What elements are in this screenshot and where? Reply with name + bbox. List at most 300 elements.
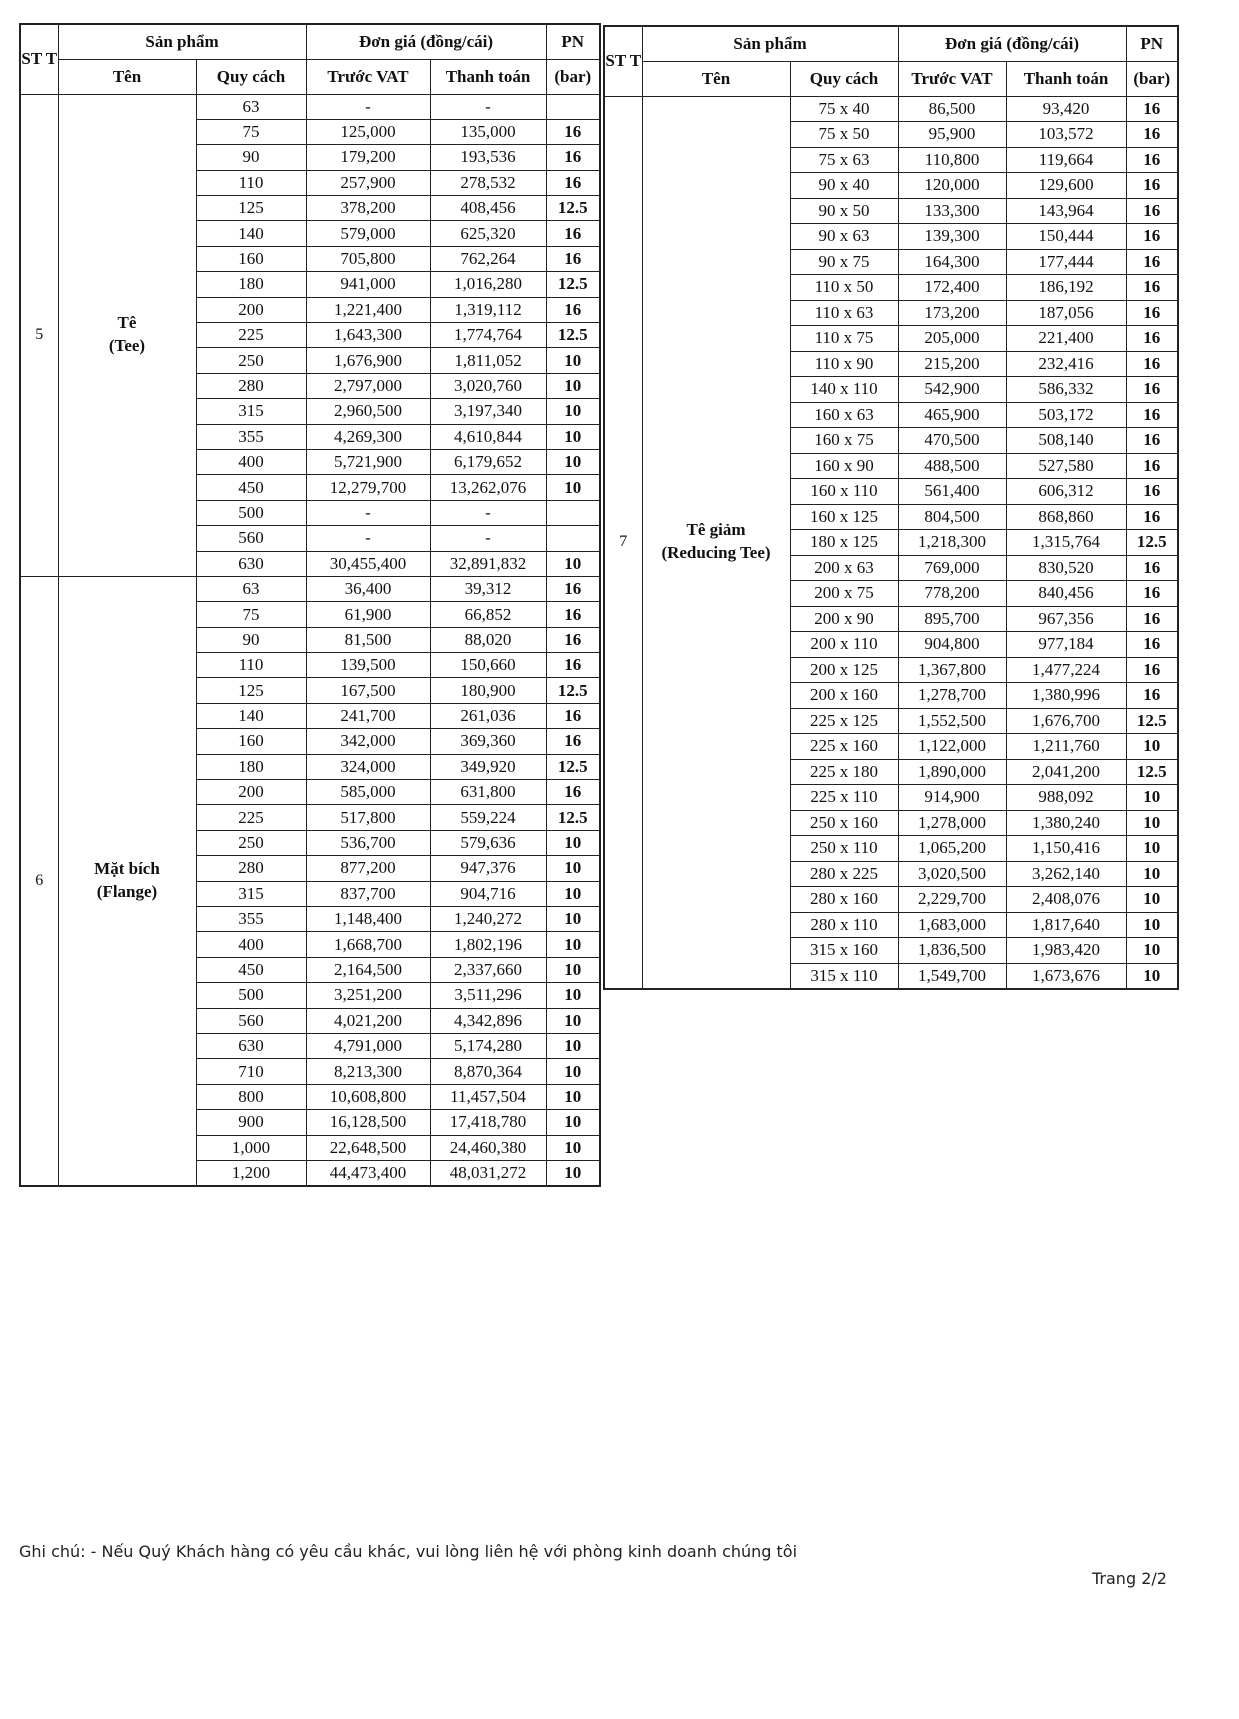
- price-before-vat-cell: 1,122,000: [898, 734, 1006, 760]
- header-stt: ST T: [20, 24, 58, 94]
- spec-cell: 160 x 63: [790, 402, 898, 428]
- spec-cell: 200 x 110: [790, 632, 898, 658]
- price-payment-cell: 278,532: [430, 170, 546, 195]
- price-payment-cell: 17,418,780: [430, 1110, 546, 1135]
- price-payment-cell: -: [430, 94, 546, 119]
- pn-cell: 10: [1126, 963, 1178, 989]
- price-before-vat-cell: 133,300: [898, 198, 1006, 224]
- price-payment-cell: 625,320: [430, 221, 546, 246]
- spec-cell: 280: [196, 856, 306, 881]
- spec-cell: 63: [196, 94, 306, 119]
- spec-cell: 800: [196, 1084, 306, 1109]
- price-payment-cell: 13,262,076: [430, 475, 546, 500]
- price-before-vat-cell: -: [306, 526, 430, 551]
- header-pn-unit: (bar): [1126, 61, 1178, 96]
- spec-cell: 140: [196, 703, 306, 728]
- header-payment: Thanh toán: [1006, 61, 1126, 96]
- spec-cell: 900: [196, 1110, 306, 1135]
- price-payment-cell: 1,315,764: [1006, 530, 1126, 556]
- spec-cell: 200 x 75: [790, 581, 898, 607]
- spec-cell: 280 x 110: [790, 912, 898, 938]
- pn-cell: 16: [546, 297, 600, 322]
- pn-cell: 10: [546, 907, 600, 932]
- spec-cell: 225: [196, 805, 306, 830]
- spec-cell: 630: [196, 551, 306, 576]
- price-table-left: [19, 23, 601, 1187]
- pn-cell: 16: [546, 576, 600, 601]
- price-payment-cell: 193,536: [430, 145, 546, 170]
- price-payment-cell: 904,716: [430, 881, 546, 906]
- pn-cell: 12.5: [546, 678, 600, 703]
- spec-cell: 200 x 63: [790, 555, 898, 581]
- price-payment-cell: 830,520: [1006, 555, 1126, 581]
- price-before-vat-cell: 914,900: [898, 785, 1006, 811]
- table-row: [604, 96, 1178, 122]
- price-before-vat-cell: 4,791,000: [306, 1033, 430, 1058]
- pn-cell: 16: [546, 602, 600, 627]
- pn-cell: 10: [546, 983, 600, 1008]
- spec-cell: 90: [196, 627, 306, 652]
- price-before-vat-cell: 1,549,700: [898, 963, 1006, 989]
- price-payment-cell: 3,197,340: [430, 399, 546, 424]
- pn-cell: 16: [1126, 555, 1178, 581]
- price-payment-cell: 1,016,280: [430, 272, 546, 297]
- header-name: Tên: [642, 61, 790, 96]
- price-before-vat-cell: 517,800: [306, 805, 430, 830]
- spec-cell: 75 x 40: [790, 96, 898, 122]
- price-before-vat-cell: 205,000: [898, 326, 1006, 352]
- price-payment-cell: 579,636: [430, 830, 546, 855]
- price-before-vat-cell: 579,000: [306, 221, 430, 246]
- spec-cell: 200: [196, 297, 306, 322]
- price-before-vat-cell: 61,900: [306, 602, 430, 627]
- spec-cell: 315 x 110: [790, 963, 898, 989]
- price-payment-cell: 3,262,140: [1006, 861, 1126, 887]
- price-before-vat-cell: 110,800: [898, 147, 1006, 173]
- price-payment-cell: 2,408,076: [1006, 887, 1126, 913]
- price-payment-cell: 261,036: [430, 703, 546, 728]
- price-payment-cell: 369,360: [430, 729, 546, 754]
- spec-cell: 63: [196, 576, 306, 601]
- spec-cell: 225: [196, 323, 306, 348]
- pn-cell: 16: [546, 729, 600, 754]
- price-before-vat-cell: 86,500: [898, 96, 1006, 122]
- price-before-vat-cell: 179,200: [306, 145, 430, 170]
- spec-cell: 110 x 75: [790, 326, 898, 352]
- price-payment-cell: 32,891,832: [430, 551, 546, 576]
- spec-cell: 75 x 63: [790, 147, 898, 173]
- pn-cell: 16: [1126, 249, 1178, 275]
- header-payment: Thanh toán: [430, 59, 546, 94]
- price-payment-cell: 129,600: [1006, 173, 1126, 199]
- spec-cell: 500: [196, 500, 306, 525]
- spec-cell: 355: [196, 907, 306, 932]
- price-before-vat-cell: 1,668,700: [306, 932, 430, 957]
- pn-cell: 16: [1126, 351, 1178, 377]
- price-payment-cell: 1,380,240: [1006, 810, 1126, 836]
- spec-cell: 400: [196, 449, 306, 474]
- spec-cell: 200 x 125: [790, 657, 898, 683]
- spec-cell: 710: [196, 1059, 306, 1084]
- price-before-vat-cell: 8,213,300: [306, 1059, 430, 1084]
- spec-cell: 90 x 40: [790, 173, 898, 199]
- header-product: Sản phẩm: [58, 24, 306, 59]
- price-payment-cell: 1,673,676: [1006, 963, 1126, 989]
- price-before-vat-cell: 12,279,700: [306, 475, 430, 500]
- price-before-vat-cell: 1,890,000: [898, 759, 1006, 785]
- pn-cell: 16: [546, 653, 600, 678]
- price-before-vat-cell: 16,128,500: [306, 1110, 430, 1135]
- spec-cell: 110: [196, 653, 306, 678]
- header-before-vat: Trước VAT: [898, 61, 1006, 96]
- price-before-vat-cell: 1,367,800: [898, 657, 1006, 683]
- group-number: 7: [604, 96, 642, 989]
- pn-cell: 10: [546, 1135, 600, 1160]
- spec-cell: 450: [196, 475, 306, 500]
- pn-cell: 12.5: [1126, 708, 1178, 734]
- pn-cell: 10: [1126, 938, 1178, 964]
- price-before-vat-cell: 30,455,400: [306, 551, 430, 576]
- price-payment-cell: 1,774,764: [430, 323, 546, 348]
- pn-cell: 12.5: [1126, 530, 1178, 556]
- spec-cell: 560: [196, 526, 306, 551]
- pn-cell: 10: [1126, 785, 1178, 811]
- price-payment-cell: 143,964: [1006, 198, 1126, 224]
- price-before-vat-cell: 241,700: [306, 703, 430, 728]
- price-before-vat-cell: 139,500: [306, 653, 430, 678]
- price-payment-cell: 4,610,844: [430, 424, 546, 449]
- price-payment-cell: 1,983,420: [1006, 938, 1126, 964]
- spec-cell: 250 x 110: [790, 836, 898, 862]
- pn-cell: 16: [1126, 428, 1178, 454]
- spec-cell: 75: [196, 602, 306, 627]
- product-name: Tê giảm (Reducing Tee): [642, 96, 790, 989]
- price-before-vat-cell: 10,608,800: [306, 1084, 430, 1109]
- spec-cell: 315: [196, 881, 306, 906]
- header-unit-price: Đơn giá (đồng/cái): [898, 26, 1126, 61]
- spec-cell: 225 x 125: [790, 708, 898, 734]
- price-payment-cell: 11,457,504: [430, 1084, 546, 1109]
- price-payment-cell: 503,172: [1006, 402, 1126, 428]
- pn-cell: 16: [546, 627, 600, 652]
- price-payment-cell: 840,456: [1006, 581, 1126, 607]
- pn-cell: 12.5: [546, 754, 600, 779]
- price-before-vat-cell: 81,500: [306, 627, 430, 652]
- spec-cell: 200: [196, 780, 306, 805]
- pn-cell: 10: [1126, 887, 1178, 913]
- price-payment-cell: 508,140: [1006, 428, 1126, 454]
- price-before-vat-cell: 2,960,500: [306, 399, 430, 424]
- price-before-vat-cell: 4,269,300: [306, 424, 430, 449]
- spec-cell: 140: [196, 221, 306, 246]
- price-before-vat-cell: 164,300: [898, 249, 1006, 275]
- spec-cell: 160 x 125: [790, 504, 898, 530]
- spec-cell: 160 x 75: [790, 428, 898, 454]
- price-before-vat-cell: 173,200: [898, 300, 1006, 326]
- price-before-vat-cell: 139,300: [898, 224, 1006, 250]
- price-before-vat-cell: -: [306, 94, 430, 119]
- price-payment-cell: 2,337,660: [430, 957, 546, 982]
- header-stt: ST T: [604, 26, 642, 96]
- pn-cell: 16: [1126, 326, 1178, 352]
- spec-cell: 250: [196, 830, 306, 855]
- price-payment-cell: 180,900: [430, 678, 546, 703]
- spec-cell: 225 x 180: [790, 759, 898, 785]
- pn-cell: 16: [1126, 453, 1178, 479]
- price-before-vat-cell: 837,700: [306, 881, 430, 906]
- pn-cell: 16: [1126, 479, 1178, 505]
- price-payment-cell: 135,000: [430, 119, 546, 144]
- price-payment-cell: 88,020: [430, 627, 546, 652]
- price-before-vat-cell: 2,797,000: [306, 373, 430, 398]
- pn-cell: 16: [1126, 632, 1178, 658]
- price-payment-cell: 1,380,996: [1006, 683, 1126, 709]
- price-payment-cell: 3,020,760: [430, 373, 546, 398]
- spec-cell: 315: [196, 399, 306, 424]
- spec-cell: 180: [196, 754, 306, 779]
- pn-cell: 10: [546, 957, 600, 982]
- price-payment-cell: 1,150,416: [1006, 836, 1126, 862]
- price-payment-cell: 186,192: [1006, 275, 1126, 301]
- spec-cell: 180 x 125: [790, 530, 898, 556]
- spec-cell: 140 x 110: [790, 377, 898, 403]
- pn-cell: 16: [1126, 683, 1178, 709]
- spec-cell: 250: [196, 348, 306, 373]
- price-before-vat-cell: 769,000: [898, 555, 1006, 581]
- spec-cell: 1,200: [196, 1160, 306, 1185]
- pn-cell: 10: [1126, 836, 1178, 862]
- price-payment-cell: 977,184: [1006, 632, 1126, 658]
- price-payment-cell: 221,400: [1006, 326, 1126, 352]
- spec-cell: 280 x 160: [790, 887, 898, 913]
- price-payment-cell: 1,676,700: [1006, 708, 1126, 734]
- pn-cell: 10: [546, 551, 600, 576]
- header-before-vat: Trước VAT: [306, 59, 430, 94]
- price-before-vat-cell: 1,683,000: [898, 912, 1006, 938]
- pn-cell: [546, 500, 600, 525]
- spec-cell: 225 x 160: [790, 734, 898, 760]
- pn-cell: 10: [546, 881, 600, 906]
- price-payment-cell: 177,444: [1006, 249, 1126, 275]
- price-before-vat-cell: 3,020,500: [898, 861, 1006, 887]
- spec-cell: 225 x 110: [790, 785, 898, 811]
- price-payment-cell: 150,444: [1006, 224, 1126, 250]
- price-payment-cell: 6,179,652: [430, 449, 546, 474]
- price-payment-cell: 967,356: [1006, 606, 1126, 632]
- price-before-vat-cell: 941,000: [306, 272, 430, 297]
- price-before-vat-cell: 5,721,900: [306, 449, 430, 474]
- price-payment-cell: 150,660: [430, 653, 546, 678]
- group-number: 6: [20, 576, 58, 1185]
- header-name: Tên: [58, 59, 196, 94]
- price-payment-cell: 631,800: [430, 780, 546, 805]
- pn-cell: 16: [1126, 581, 1178, 607]
- spec-cell: 160 x 90: [790, 453, 898, 479]
- spec-cell: 250 x 160: [790, 810, 898, 836]
- price-payment-cell: 48,031,272: [430, 1160, 546, 1185]
- price-payment-cell: 349,920: [430, 754, 546, 779]
- pn-cell: 16: [1126, 504, 1178, 530]
- price-payment-cell: 1,240,272: [430, 907, 546, 932]
- price-before-vat-cell: 167,500: [306, 678, 430, 703]
- price-before-vat-cell: 778,200: [898, 581, 1006, 607]
- price-before-vat-cell: 1,148,400: [306, 907, 430, 932]
- pn-cell: 16: [1126, 606, 1178, 632]
- pn-cell: 16: [1126, 198, 1178, 224]
- price-payment-cell: 24,460,380: [430, 1135, 546, 1160]
- spec-cell: 450: [196, 957, 306, 982]
- spec-cell: 160: [196, 246, 306, 271]
- pn-cell: 16: [546, 119, 600, 144]
- pn-cell: 10: [546, 348, 600, 373]
- price-payment-cell: 103,572: [1006, 122, 1126, 148]
- pn-cell: 16: [1126, 122, 1178, 148]
- price-before-vat-cell: 1,278,700: [898, 683, 1006, 709]
- price-payment-cell: -: [430, 500, 546, 525]
- price-before-vat-cell: 1,065,200: [898, 836, 1006, 862]
- price-before-vat-cell: 257,900: [306, 170, 430, 195]
- price-before-vat-cell: 705,800: [306, 246, 430, 271]
- price-before-vat-cell: 1,221,400: [306, 297, 430, 322]
- price-payment-cell: 66,852: [430, 602, 546, 627]
- price-payment-cell: 988,092: [1006, 785, 1126, 811]
- pn-cell: 10: [1126, 861, 1178, 887]
- pn-cell: 10: [546, 1160, 600, 1185]
- price-before-vat-cell: 804,500: [898, 504, 1006, 530]
- spec-cell: 90 x 75: [790, 249, 898, 275]
- price-before-vat-cell: 3,251,200: [306, 983, 430, 1008]
- price-before-vat-cell: 342,000: [306, 729, 430, 754]
- price-payment-cell: 559,224: [430, 805, 546, 830]
- pn-cell: 10: [546, 475, 600, 500]
- pn-cell: 16: [1126, 377, 1178, 403]
- price-before-vat-cell: 465,900: [898, 402, 1006, 428]
- header-spec: Quy cách: [790, 61, 898, 96]
- spec-cell: 280: [196, 373, 306, 398]
- price-before-vat-cell: 36,400: [306, 576, 430, 601]
- spec-cell: 500: [196, 983, 306, 1008]
- pn-cell: [546, 94, 600, 119]
- price-payment-cell: 606,312: [1006, 479, 1126, 505]
- price-payment-cell: 1,477,224: [1006, 657, 1126, 683]
- price-payment-cell: 586,332: [1006, 377, 1126, 403]
- price-payment-cell: -: [430, 526, 546, 551]
- price-before-vat-cell: 1,676,900: [306, 348, 430, 373]
- price-before-vat-cell: 324,000: [306, 754, 430, 779]
- pn-cell: 16: [1126, 402, 1178, 428]
- price-before-vat-cell: 4,021,200: [306, 1008, 430, 1033]
- spec-cell: 560: [196, 1008, 306, 1033]
- price-before-vat-cell: 877,200: [306, 856, 430, 881]
- price-payment-cell: 1,211,760: [1006, 734, 1126, 760]
- spec-cell: 400: [196, 932, 306, 957]
- product-name: Tê (Tee): [58, 94, 196, 576]
- price-before-vat-cell: 215,200: [898, 351, 1006, 377]
- header-pn: PN: [546, 24, 600, 59]
- price-payment-cell: 1,817,640: [1006, 912, 1126, 938]
- price-payment-cell: 762,264: [430, 246, 546, 271]
- price-before-vat-cell: 378,200: [306, 196, 430, 221]
- price-before-vat-cell: 2,164,500: [306, 957, 430, 982]
- price-payment-cell: 1,811,052: [430, 348, 546, 373]
- price-before-vat-cell: 1,278,000: [898, 810, 1006, 836]
- price-before-vat-cell: 585,000: [306, 780, 430, 805]
- spec-cell: 90 x 50: [790, 198, 898, 224]
- price-payment-cell: 868,860: [1006, 504, 1126, 530]
- pn-cell: 10: [546, 1110, 600, 1135]
- spec-cell: 315 x 160: [790, 938, 898, 964]
- pn-cell: 16: [1126, 300, 1178, 326]
- price-before-vat-cell: 2,229,700: [898, 887, 1006, 913]
- spec-cell: 110: [196, 170, 306, 195]
- pn-cell: 10: [546, 373, 600, 398]
- price-before-vat-cell: 95,900: [898, 122, 1006, 148]
- spec-cell: 125: [196, 196, 306, 221]
- pn-cell: 10: [546, 856, 600, 881]
- pn-cell: 10: [1126, 734, 1178, 760]
- price-before-vat-cell: 1,218,300: [898, 530, 1006, 556]
- footnote: Ghi chú: - Nếu Quý Khách hàng có yêu cầu khác, vui lòng liên hệ với phòng kinh doanh chúng tôi: [19, 1542, 798, 1561]
- spec-cell: 110 x 50: [790, 275, 898, 301]
- price-before-vat-cell: 22,648,500: [306, 1135, 430, 1160]
- header-spec: Quy cách: [196, 59, 306, 94]
- header-pn: PN: [1126, 26, 1178, 61]
- spec-cell: 160 x 110: [790, 479, 898, 505]
- pn-cell: 16: [1126, 96, 1178, 122]
- spec-cell: 280 x 225: [790, 861, 898, 887]
- price-before-vat-cell: 536,700: [306, 830, 430, 855]
- pn-cell: 10: [1126, 912, 1178, 938]
- price-payment-cell: 8,870,364: [430, 1059, 546, 1084]
- price-table-left-body: [20, 94, 600, 1186]
- pn-cell: 10: [546, 1084, 600, 1109]
- price-before-vat-cell: 1,836,500: [898, 938, 1006, 964]
- price-before-vat-cell: 172,400: [898, 275, 1006, 301]
- price-payment-cell: 93,420: [1006, 96, 1126, 122]
- pn-cell: 16: [546, 170, 600, 195]
- pn-cell: 16: [546, 703, 600, 728]
- pn-cell: 12.5: [546, 805, 600, 830]
- header-unit-price: Đơn giá (đồng/cái): [306, 24, 546, 59]
- spec-cell: 1,000: [196, 1135, 306, 1160]
- price-before-vat-cell: 561,400: [898, 479, 1006, 505]
- price-table-right: [603, 25, 1179, 990]
- spec-cell: 200 x 90: [790, 606, 898, 632]
- price-payment-cell: 39,312: [430, 576, 546, 601]
- spec-cell: 355: [196, 424, 306, 449]
- price-before-vat-cell: 904,800: [898, 632, 1006, 658]
- price-before-vat-cell: 120,000: [898, 173, 1006, 199]
- pn-cell: 16: [1126, 147, 1178, 173]
- pn-cell: 16: [546, 780, 600, 805]
- pn-cell: 10: [546, 399, 600, 424]
- price-before-vat-cell: 488,500: [898, 453, 1006, 479]
- spec-cell: 110 x 90: [790, 351, 898, 377]
- product-name: Mặt bích (Flange): [58, 576, 196, 1185]
- pn-cell: 12.5: [546, 272, 600, 297]
- pn-cell: 12.5: [546, 323, 600, 348]
- pn-cell: 16: [1126, 224, 1178, 250]
- price-payment-cell: 947,376: [430, 856, 546, 881]
- header-pn-unit: (bar): [546, 59, 600, 94]
- spec-cell: 200 x 160: [790, 683, 898, 709]
- price-before-vat-cell: 44,473,400: [306, 1160, 430, 1185]
- price-payment-cell: 232,416: [1006, 351, 1126, 377]
- pn-cell: 16: [1126, 657, 1178, 683]
- price-before-vat-cell: 1,643,300: [306, 323, 430, 348]
- price-before-vat-cell: 895,700: [898, 606, 1006, 632]
- price-payment-cell: 3,511,296: [430, 983, 546, 1008]
